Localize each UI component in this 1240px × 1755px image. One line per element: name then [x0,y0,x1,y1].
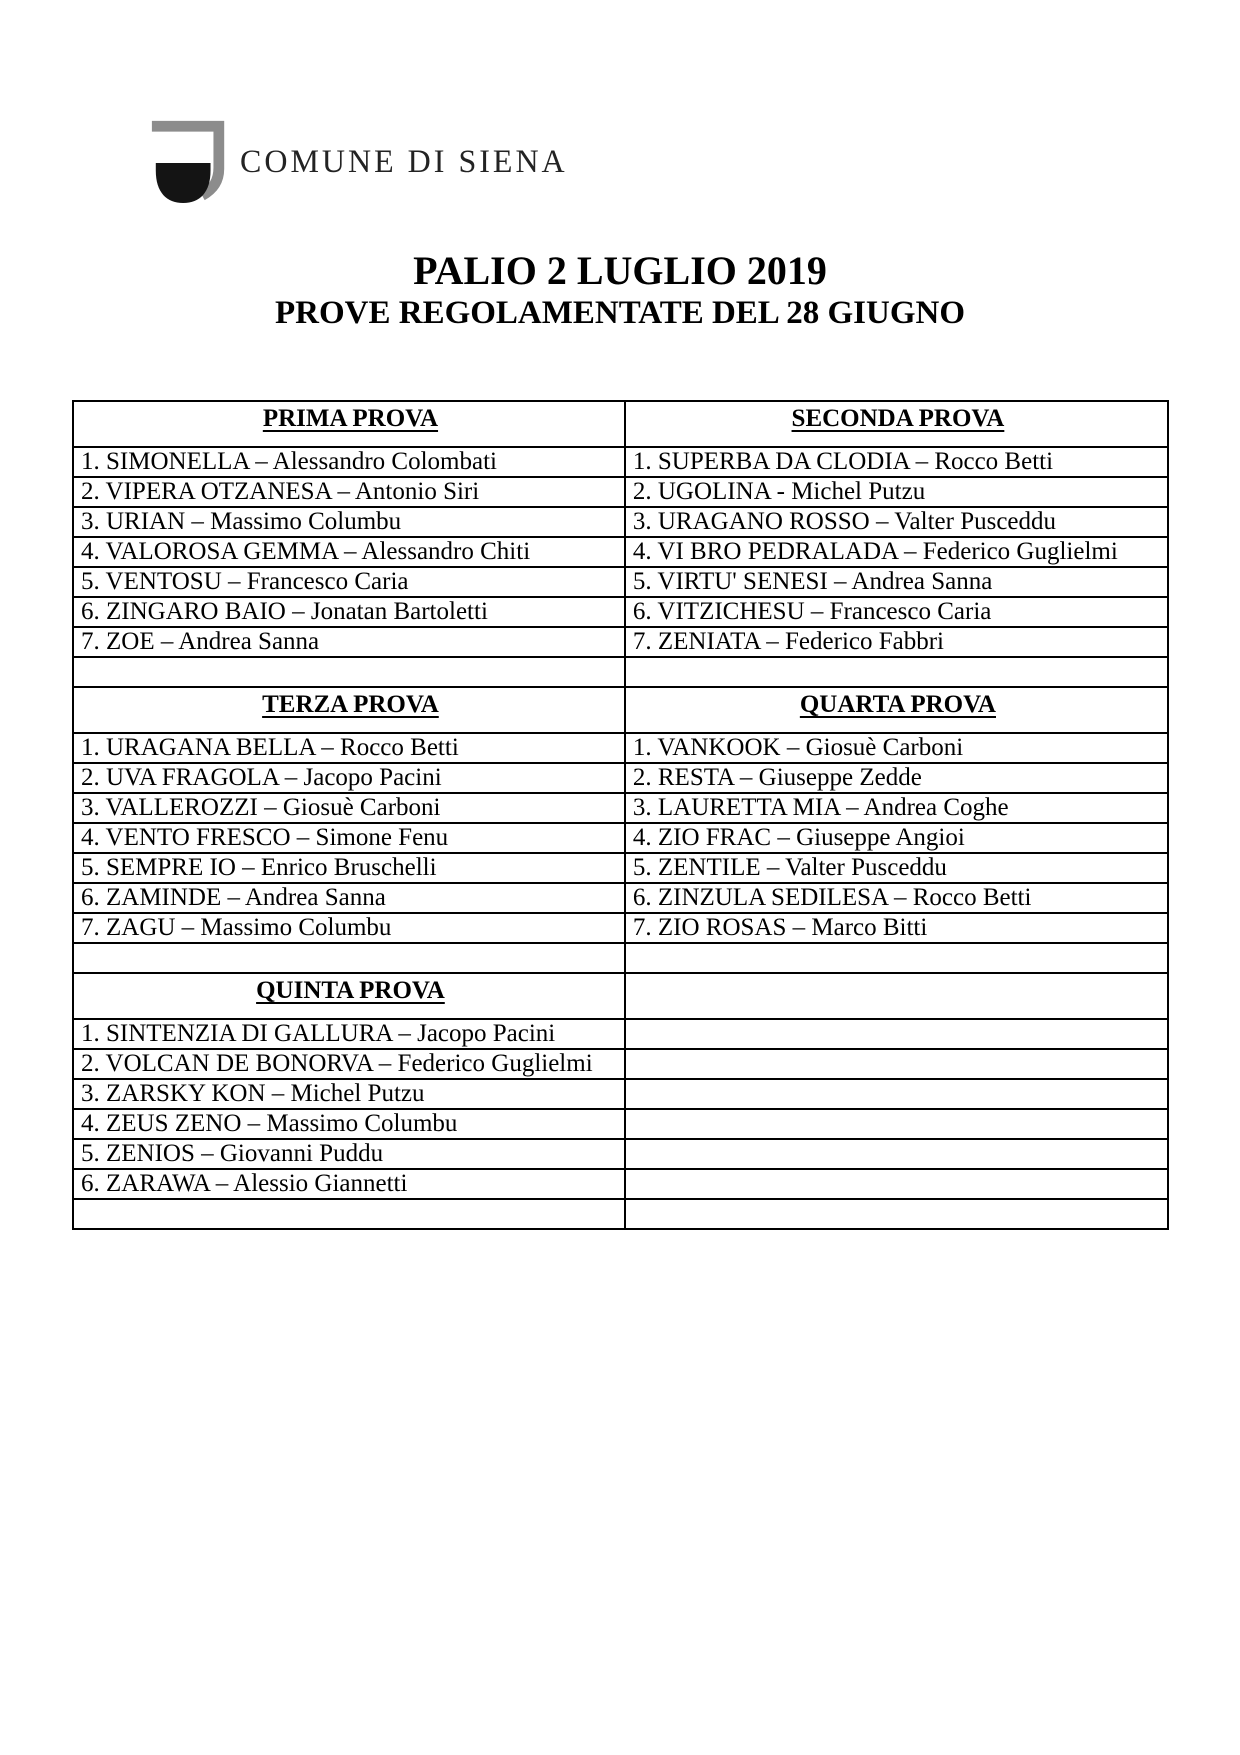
empty-cell [625,1139,1168,1169]
entry-cell: 5. SEMPRE IO – Enrico Bruschelli [73,853,625,883]
entry-cell: 4. VALOROSA GEMMA – Alessandro Chiti [73,537,625,567]
page-title: PALIO 2 LUGLIO 2019 [413,248,827,293]
empty-cell [625,1109,1168,1139]
entry-row [73,793,1168,823]
entry-row [73,597,1168,627]
page-subtitle: PROVE REGOLAMENTATE DEL 28 GIUGNO [274,295,966,331]
empty-cell [625,1019,1168,1049]
siena-balzana-shield-icon [147,114,233,208]
comune-di-siena-logo [147,114,568,208]
entry-cell: 4. ZIO FRAC – Giuseppe Angioi [625,823,1168,853]
entry-row [73,1019,1168,1049]
empty-cell [73,657,625,687]
entry-row [73,1139,1168,1169]
entry-cell: 2. UVA FRAGOLA – Jacopo Pacini [73,763,625,793]
entry-cell: 5. ZENTILE – Valter Pusceddu [625,853,1168,883]
entry-cell: 3. URAGANO ROSSO – Valter Pusceddu [625,507,1168,537]
spacer-row [73,1199,1168,1229]
entry-cell: 2. UGOLINA - Michel Putzu [625,477,1168,507]
entry-row [73,853,1168,883]
entry-cell: 3. URIAN – Massimo Columbu [73,507,625,537]
entry-cell: 4. VENTO FRESCO – Simone Fenu [73,823,625,853]
entry-cell: 3. VALLEROZZI – Giosuè Carboni [73,793,625,823]
entry-row [73,1109,1168,1139]
entry-cell: 1. SINTENZIA DI GALLURA – Jacopo Pacini [73,1019,625,1049]
empty-cell [625,1169,1168,1199]
entry-cell: 6. ZINGARO BAIO – Jonatan Bartoletti [73,597,625,627]
prove-table [72,400,1169,1230]
entry-cell: 1. SIMONELLA – Alessandro Colombati [73,447,625,477]
entry-cell: 7. ZIO ROSAS – Marco Bitti [625,913,1168,943]
entry-cell: 4. VI BRO PEDRALADA – Federico Guglielmi [625,537,1168,567]
entry-cell: 6. ZARAWA – Alessio Giannetti [73,1169,625,1199]
entry-row [73,913,1168,943]
entry-cell: 6. ZINZULA SEDILESA – Rocco Betti [625,883,1168,913]
entry-cell: 1. URAGANA BELLA – Rocco Betti [73,733,625,763]
entry-cell: 1. SUPERBA DA CLODIA – Rocco Betti [625,447,1168,477]
empty-cell [73,943,625,973]
section-header-label: QUINTA PROVA [256,977,445,1004]
entry-cell: 6. ZAMINDE – Andrea Sanna [73,883,625,913]
section-header-row [73,973,1168,1019]
entry-row [73,567,1168,597]
empty-cell [625,1199,1168,1229]
entry-cell: 5. VIRTU' SENESI – Andrea Sanna [625,567,1168,597]
entry-row [73,447,1168,477]
section-header-label: PRIMA PROVA [262,405,439,432]
entry-cell: 1. VANKOOK – Giosuè Carboni [625,733,1168,763]
empty-cell [625,1049,1168,1079]
entry-cell: 3. LAURETTA MIA – Andrea Coghe [625,793,1168,823]
entry-cell: 2. VOLCAN DE BONORVA – Federico Guglielmi [73,1049,625,1079]
entry-cell: 5. VENTOSU – Francesco Caria [73,567,625,597]
entry-row [73,627,1168,657]
entry-row [73,823,1168,853]
entry-row [73,537,1168,567]
section-header-label: TERZA PROVA [262,691,439,718]
entry-cell: 5. ZENIOS – Giovanni Puddu [73,1139,625,1169]
empty-cell [73,1199,625,1229]
entry-row [73,733,1168,763]
entry-cell: 3. ZARSKY KON – Michel Putzu [73,1079,625,1109]
logo-text: COMUNE DI SIENA [240,142,568,180]
entry-row [73,883,1168,913]
empty-cell [625,657,1168,687]
entry-cell: 7. ZENIATA – Federico Fabbri [625,627,1168,657]
entry-cell: 6. VITZICHESU – Francesco Caria [625,597,1168,627]
section-header-label: SECONDA PROVA [791,405,1005,432]
empty-cell [625,943,1168,973]
empty-cell [625,1079,1168,1109]
entry-row [73,1049,1168,1079]
entry-row [73,763,1168,793]
section-header-cell [73,401,625,447]
entry-cell: 2. VIPERA OTZANESA – Antonio Siri [73,477,625,507]
entry-row [73,1169,1168,1199]
entry-row [73,1079,1168,1109]
section-header-row [73,401,1168,447]
section-header-cell [625,401,1168,447]
empty-cell [625,973,1168,1019]
spacer-row [73,657,1168,687]
section-header-label: QUARTA PROVA [799,691,996,718]
section-header-cell [73,687,625,733]
section-header-cell [73,973,625,1019]
spacer-row [73,943,1168,973]
entry-cell: 2. RESTA – Giuseppe Zedde [625,763,1168,793]
entry-cell: 4. ZEUS ZENO – Massimo Columbu [73,1109,625,1139]
section-header-cell [625,687,1168,733]
entry-cell: 7. ZAGU – Massimo Columbu [73,913,625,943]
entry-row [73,507,1168,537]
entry-row [73,477,1168,507]
section-header-row [73,687,1168,733]
entry-cell: 7. ZOE – Andrea Sanna [73,627,625,657]
